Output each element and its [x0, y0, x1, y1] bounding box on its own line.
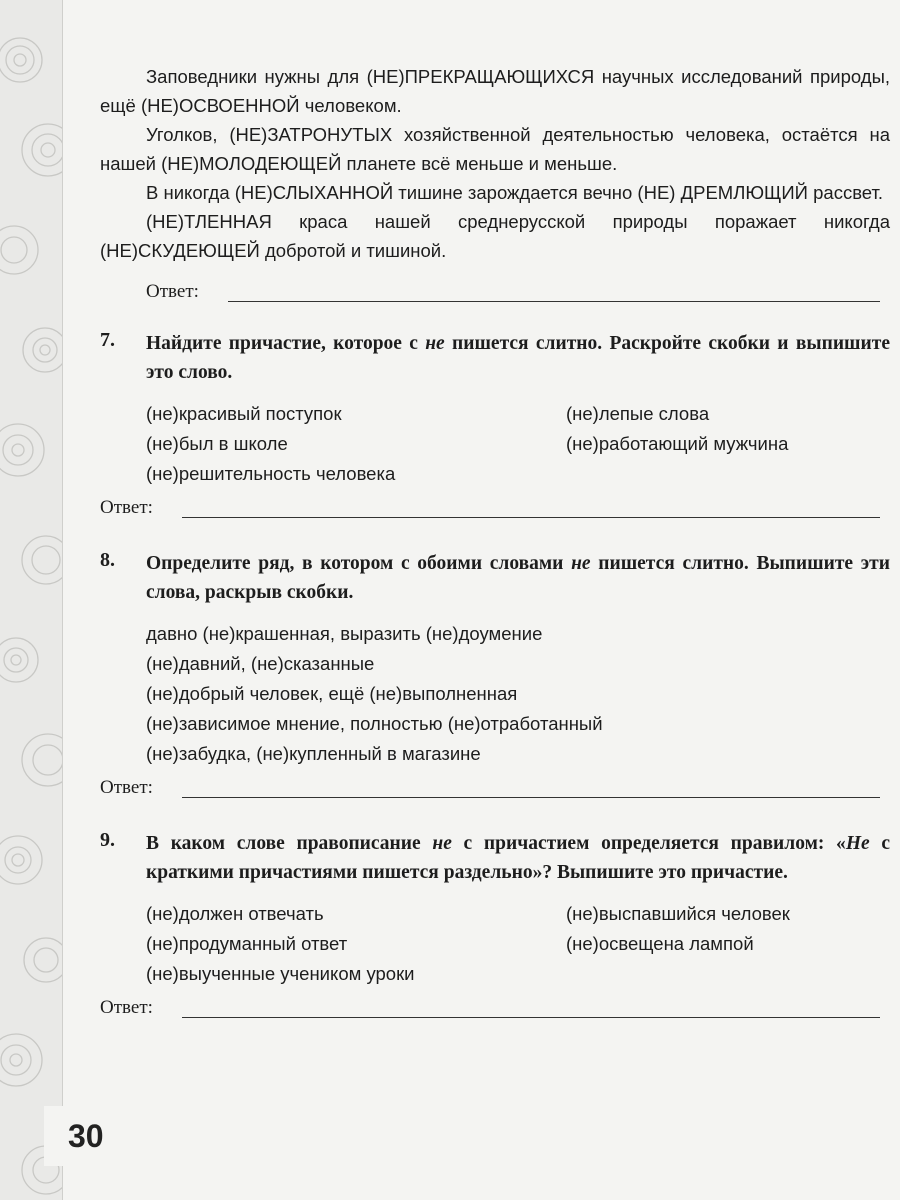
answer-label: Ответ:	[100, 997, 153, 1018]
intro-paragraph-1: Заповедники нужны для (НЕ)ПРЕКРАЩАЮЩИХСЯ научных исследований природы, ещё (НЕ)ОСВОЕННОЙ человеком.	[100, 66, 890, 116]
answer-label: Ответ:	[100, 777, 153, 798]
task-7	[100, 329, 890, 523]
task-9	[100, 829, 890, 1023]
option: (не)давний, (не)сказанные	[146, 653, 375, 674]
option: (не)красивый поступок	[146, 403, 342, 424]
option: (не)освещена лампой	[566, 933, 754, 954]
swirl-pattern-icon	[0, 0, 62, 1200]
intro-paragraph-3: В никогда (НЕ)СЛЫХАННОЙ тишине зарождается вечно (НЕ) ДРЕМЛЮЩИЙ рассвет.	[146, 182, 884, 203]
intro-paragraph-2: Уголков, (НЕ)ЗАТРОНУТЫХ хозяйственной деятельностью человека, остаётся на нашей (НЕ)МОЛОДЕЮЩЕЙ планете всё меньше и меньше.	[100, 124, 890, 174]
task-options	[146, 899, 890, 989]
option: (не)работающий мужчина	[566, 433, 789, 454]
task-7-answer-field[interactable]	[54, 493, 890, 523]
task-question: Найдите причастие, которое с не пишется слитно. Раскройте скобки и выпишите это слово.	[146, 333, 890, 383]
task-options	[146, 619, 890, 769]
option: (не)был в школе	[146, 433, 288, 454]
intro-answer-field[interactable]	[100, 277, 890, 307]
answer-label: Ответ:	[100, 497, 153, 518]
option: (не)решительность человека	[146, 463, 396, 484]
task-8-answer-field[interactable]	[54, 773, 890, 803]
task-8	[100, 549, 890, 803]
task-options	[146, 399, 890, 489]
task-9-answer-field[interactable]	[54, 993, 890, 1023]
option: (не)забудка, (не)купленный в магазине	[146, 743, 481, 764]
intro-paragraph-4: (НЕ)ТЛЕННАЯ краса нашей среднерусской природы поражает никогда (НЕ)СКУДЕЮЩЕЙ добротой и тишиной.	[100, 211, 890, 261]
task-number: 8.	[100, 549, 115, 571]
answer-label: Ответ:	[146, 281, 199, 302]
page-number: 30	[68, 1118, 104, 1154]
intro-text	[100, 62, 890, 265]
task-number: 7.	[100, 329, 115, 351]
task-number: 9.	[100, 829, 115, 851]
option: (не)лепые слова	[566, 403, 710, 424]
option: (не)продуманный ответ	[146, 933, 348, 954]
task-question: Определите ряд, в котором с обоими словами не пишется слитно. Выпишите эти слова, раскрыв скобки.	[146, 553, 890, 603]
option: (не)добрый человек, ещё (не)выполненная	[146, 683, 518, 704]
option: (не)выученные учеником уроки	[146, 963, 415, 984]
answer-line[interactable]	[182, 1017, 880, 1018]
page-content	[100, 62, 890, 1023]
answer-line[interactable]	[182, 517, 880, 518]
task-question: В каком слове правописание не с причастием определяется правилом: «Не с краткими причастиями пишется раздельно»? Выпишите это причастие.	[146, 833, 890, 883]
option: (не)выспавшийся человек	[566, 903, 790, 924]
option: (не)зависимое мнение, полностью (не)отработанный	[146, 713, 603, 734]
answer-line[interactable]	[228, 301, 880, 302]
option: (не)должен отвечать	[146, 903, 324, 924]
option: давно (не)крашенная, выразить (не)доумение	[146, 623, 543, 644]
answer-line[interactable]	[182, 797, 880, 798]
